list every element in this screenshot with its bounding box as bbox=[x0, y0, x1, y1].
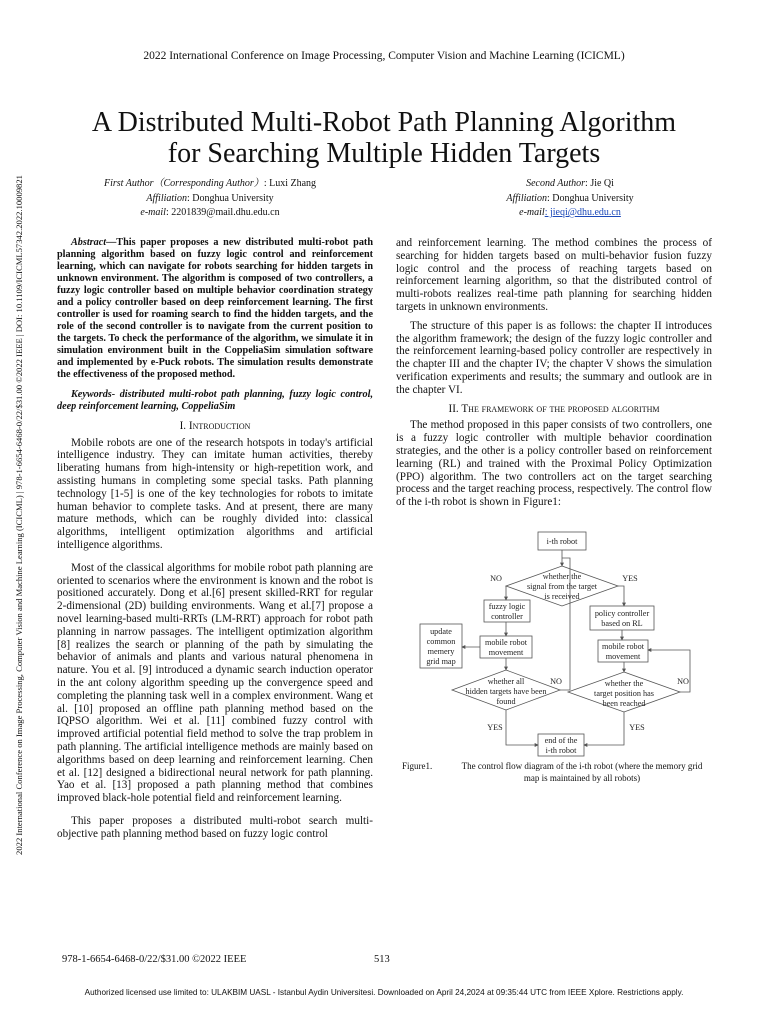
start-label: i-th robot bbox=[546, 537, 578, 546]
author-name: : Jie Qi bbox=[585, 178, 614, 189]
author-block-2 bbox=[420, 177, 720, 221]
author-role: Second Author bbox=[526, 178, 586, 189]
authorized-use-notice: Authorized licensed use limited to: ULAKBIM UASL - Istanbul Aydin Universitesi. Downloaded on April 24,2024 at 09:35:44 UTC from IEEE Xplore. Restrictions apply. bbox=[84, 988, 684, 997]
memory-line4: grid map bbox=[426, 657, 456, 666]
affiliation-label: Affiliation bbox=[146, 192, 187, 204]
paragraph: Mobile robots are one of the research hotspots in today's artificial intelligence industry. They can imitate human activities, thereby liberating humans from high-intensity or high-repetition work, and assisting humans in completing some special tasks. Path planning technology [1-5] is one of the key technologies for robots to imitate human behavior to complete tasks. And at present, there are many mature methods, which can be roughly divided into: classical algorithms, intelligent optimization algorithms and artificial intelligence algorithms. bbox=[57, 436, 373, 551]
policy-line1: policy controller bbox=[594, 609, 650, 618]
decision1-line3: is received bbox=[544, 592, 580, 601]
author-role: First Author（Corresponding Author） bbox=[103, 178, 264, 189]
decision2-line1: whether all bbox=[487, 677, 525, 686]
decision1-line2: signal from the target bbox=[526, 582, 598, 591]
right-column bbox=[396, 237, 712, 515]
caption-text: The control flow diagram of the i-th robot (where the memory grid map is maintained by all robots) bbox=[461, 761, 703, 783]
email-label: e-mail bbox=[140, 207, 166, 218]
email-label: e-mail bbox=[519, 207, 545, 218]
copyright-footer: 978-1-6654-6468-0/22/$31.00 ©2022 IEEE bbox=[62, 954, 247, 965]
doi-sidebar bbox=[10, 130, 28, 900]
conference-header: 2022 International Conference on Image Processing, Computer Vision and Machine Learning (ICICML) bbox=[143, 50, 625, 62]
caption-label: Figure1. bbox=[402, 761, 433, 771]
author-email-link[interactable]: : jieqi@dhu.edu.cn bbox=[544, 207, 621, 218]
paragraph: Most of the classical algorithms for mobile robot path planning are oriented to scenarios where the environment is known and the robot is positioned accurately. Dong et al.[6] present skilled-RRT for regular 2-dimensional (2D) building environments. Wang et al.[7] propose a novel learning-based multi-RRTs (LM-RRT) approach for robot path planning in narrow passages. The intelligent optimization algorithm [8] realizes the search or planning of the path by simulating the behavior of animals and plants and various natural phenomena in nature. You et al. [9] introduced a dynamic search induction operator in the ant colony algorithm speeding up the convergence speed and completing the planning task well in a complex environment. Wang et al. [10] proposed an offline path planning method based on the IQPSO algorithm. Wei et al. [11] combined fuzzy control with improved artificial potential field method to solve the trap problem in path planning. The artificial intelligence methods are mainly based on algorithms based on deep learning and reinforcement learning. Chen et al. [12] designed a bidirectional neural network for path planning. Yao et al. [13] proposed a path planning method that combines improved black-hole potential field and reinforcement learning. bbox=[57, 561, 373, 805]
policy-line2: based on RL bbox=[601, 619, 643, 628]
title-line-1: A Distributed Multi-Robot Path Planning Algorithm bbox=[91, 107, 677, 138]
paragraph: The method proposed in this paper consists of two controllers, one is a fuzzy logic controller with multiple behavior coordination strategies, and the other is a policy controller based on reinforcement learning (RL) and trained with the Proximal Policy Optimization (PPO) algorithm. The two controllers act on the target searching process and the target reaching process, respectively. The control flow of the i-th robot is shown in Figure1: bbox=[396, 419, 712, 509]
move-left-line1: mobile robot bbox=[484, 638, 528, 647]
keywords: Keywords- distributed multi-robot path planning, fuzzy logic control, deep reinforcement learning, CoppeliaSim bbox=[57, 389, 373, 413]
author-block-1 bbox=[60, 177, 360, 221]
paper-title bbox=[40, 107, 728, 169]
affiliation: : Donghua University bbox=[546, 192, 634, 204]
abstract bbox=[57, 237, 373, 381]
flow-diagram bbox=[400, 530, 712, 762]
decision2-line3: found bbox=[496, 697, 516, 706]
no-label-2: NO bbox=[550, 677, 562, 686]
memory-line1: update bbox=[430, 627, 452, 636]
abstract-label: Abstract bbox=[71, 237, 107, 248]
decision3-line1: whether the bbox=[604, 679, 644, 688]
memory-line2: common bbox=[426, 637, 456, 646]
end-line1: end of the bbox=[544, 736, 578, 745]
decision2-line2: hidden targets have been bbox=[465, 687, 547, 696]
paragraph: This paper proposes a distributed multi-robot search multi-objective path planning method based on fuzzy logic control bbox=[57, 814, 373, 840]
yes-label-2: YES bbox=[487, 723, 503, 732]
fuzzy-line2: controller bbox=[491, 612, 523, 621]
section-heading-introduction: I. Introduction bbox=[179, 419, 251, 432]
move-left-line2: movement bbox=[488, 648, 524, 657]
paragraph: The structure of this paper is as follows: the chapter II introduces the algorithm framework; the design of the fuzzy logic controller and the reinforcement learning-based policy controller are respectively in the chapter III and the chapter IV; the chapter V shows the simulation verification experiments and results; the summary and outlook are in the chapter VI. bbox=[396, 319, 712, 396]
end-line2: i-th robot bbox=[545, 746, 577, 755]
yes-label: YES bbox=[622, 574, 638, 583]
paragraph: and reinforcement learning. The method combines the process of searching for hidden targets based on multi-behavior fusion fuzzy logic control and the process of reaching targets based on reinforcement learning algorithm, so that the distributed control of multi-robots realizes real-time path planning for searching hidden targets in unknown environments. bbox=[396, 237, 712, 313]
abstract-body: —This paper proposes a new distributed multi-robot path planning algorithm based on fuzzy logic control and reinforcement learning, which can navigate for robots searching for hidden targets in unknown environment. The algorithm is composed of two controllers, a fuzzy logic controller based on multiple behavior coordination strategy and a policy controller based on deep reinforcement learning. The first controller is used for roaming search to find the hidden targets, and the role of the second controller is to navigate from the current position to the targets. To check the performance of the algorithm, we simulate it in simulation environment built in the CoppeliaSim simulation software and implemented by e-Puck robots. The simulation results demonstrate the effectiveness of the proposed method. bbox=[57, 237, 373, 380]
memory-line3: memery bbox=[427, 647, 455, 656]
left-column bbox=[57, 237, 373, 847]
affiliation-label: Affiliation bbox=[506, 192, 547, 204]
no-label: NO bbox=[490, 574, 502, 583]
author-email: : 2201839@mail.dhu.edu.cn bbox=[165, 207, 280, 218]
decision1-line1: whether the bbox=[542, 572, 582, 581]
move-right-line2: movement bbox=[605, 652, 641, 661]
move-right-line1: mobile robot bbox=[601, 642, 645, 651]
no-label-3: NO bbox=[677, 677, 689, 686]
decision3-line3: been reached bbox=[602, 699, 646, 708]
decision3-line2: target position has bbox=[594, 689, 654, 698]
section-heading-framework: II. The framework of the proposed algorithm bbox=[448, 402, 660, 415]
page-number: 513 bbox=[374, 954, 390, 965]
doi-sidebar-text: 2022 International Conference on Image Processing, Computer Vision and Machine Learning (ICICML) | 978-1-6654-6468-0/22/$31.00 ©2022 IEEE | DOI: 10.1109/ICICML57342.2022.10009821 bbox=[14, 175, 24, 855]
yes-label-3: YES bbox=[629, 723, 645, 732]
author-name: : Luxi Zhang bbox=[263, 178, 317, 189]
title-line-2: for Searching Multiple Hidden Targets bbox=[167, 138, 601, 169]
affiliation: : Donghua University bbox=[186, 192, 274, 204]
fuzzy-line1: fuzzy logic bbox=[488, 602, 526, 611]
